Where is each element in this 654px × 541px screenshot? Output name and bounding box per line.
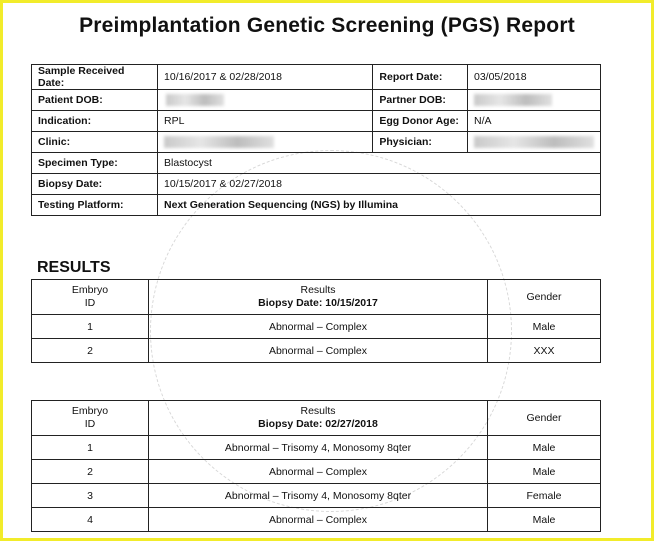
gender-cell: Male — [488, 508, 601, 532]
results-header-label: Results — [300, 405, 336, 417]
physician-value — [468, 132, 601, 153]
specimen-type-value: Blastocyst — [158, 153, 601, 174]
embryo-id-cell: 4 — [32, 508, 149, 532]
embryo-id-cell: 2 — [32, 460, 149, 484]
redaction-blur — [164, 136, 274, 148]
indication-label: Indication: — [32, 111, 158, 132]
table-header-row — [32, 280, 601, 315]
result-cell: Abnormal – Complex — [149, 508, 488, 532]
redaction-blur — [166, 94, 224, 106]
partner-dob-label: Partner DOB: — [373, 90, 468, 111]
results-table-2 — [31, 400, 601, 532]
embryo-id-cell: 1 — [32, 315, 149, 339]
report-title: Preimplantation Genetic Screening (PGS) Report — [79, 14, 575, 37]
results-header — [149, 280, 488, 315]
table-row — [32, 484, 601, 508]
biopsy-date-label: Biopsy Date: — [32, 174, 158, 195]
info-row — [32, 65, 601, 90]
embryo-header-line1: Embryo — [71, 405, 109, 417]
results-header — [149, 401, 488, 436]
table-header-row — [32, 401, 601, 436]
clinic-label: Clinic: — [32, 132, 158, 153]
table-row — [32, 315, 601, 339]
gender-header: Gender — [488, 401, 601, 436]
results-table-1 — [31, 279, 601, 363]
sample-received-value: 10/16/2017 & 02/28/2018 — [158, 65, 373, 90]
biopsy-date-subheader: Biopsy Date: 02/27/2018 — [258, 418, 378, 430]
gender-cell: XXX — [488, 339, 601, 363]
info-row — [32, 111, 601, 132]
clinic-value — [158, 132, 373, 153]
embryo-id-header — [32, 401, 149, 436]
results-header-label: Results — [300, 284, 336, 296]
patient-dob-value — [158, 90, 373, 111]
embryo-id-cell: 3 — [32, 484, 149, 508]
info-row — [32, 174, 601, 195]
egg-donor-age-value: N/A — [468, 111, 601, 132]
indication-value: RPL — [158, 111, 373, 132]
info-row — [32, 195, 601, 216]
embryo-header-line1: Embryo — [71, 284, 109, 296]
table-row — [32, 508, 601, 532]
biopsy-date-value: 10/15/2017 & 02/27/2018 — [158, 174, 601, 195]
patient-info-table — [31, 64, 601, 216]
table-row — [32, 436, 601, 460]
gender-cell: Male — [488, 315, 601, 339]
physician-label: Physician: — [373, 132, 468, 153]
redaction-blur — [474, 94, 552, 106]
egg-donor-age-label: Egg Donor Age: — [373, 111, 468, 132]
result-cell: Abnormal – Trisomy 4, Monosomy 8qter — [149, 436, 488, 460]
gender-cell: Male — [488, 460, 601, 484]
biopsy-date-subheader: Biopsy Date: 10/15/2017 — [258, 297, 378, 309]
sample-received-label: Sample Received Date: — [32, 65, 158, 90]
report-date-label: Report Date: — [373, 65, 468, 90]
report-date-value: 03/05/2018 — [468, 65, 601, 90]
embryo-id-cell: 1 — [32, 436, 149, 460]
info-row — [32, 90, 601, 111]
gender-cell: Female — [488, 484, 601, 508]
embryo-header-line2: ID — [84, 418, 96, 430]
result-cell: Abnormal – Complex — [149, 315, 488, 339]
testing-platform-label: Testing Platform: — [32, 195, 158, 216]
info-row — [32, 132, 601, 153]
specimen-type-label: Specimen Type: — [32, 153, 158, 174]
embryo-header-line2: ID — [84, 297, 96, 309]
results-heading: RESULTS — [37, 259, 111, 276]
table-row — [32, 339, 601, 363]
result-cell: Abnormal – Complex — [149, 460, 488, 484]
redaction-blur — [474, 136, 594, 148]
info-row — [32, 153, 601, 174]
embryo-id-header — [32, 280, 149, 315]
testing-platform-value: Next Generation Sequencing (NGS) by Illumina — [158, 195, 601, 216]
patient-dob-label: Patient DOB: — [32, 90, 158, 111]
result-cell: Abnormal – Trisomy 4, Monosomy 8qter — [149, 484, 488, 508]
embryo-id-cell: 2 — [32, 339, 149, 363]
partner-dob-value — [468, 90, 601, 111]
gender-cell: Male — [488, 436, 601, 460]
gender-header: Gender — [488, 280, 601, 315]
table-row — [32, 460, 601, 484]
result-cell: Abnormal – Complex — [149, 339, 488, 363]
